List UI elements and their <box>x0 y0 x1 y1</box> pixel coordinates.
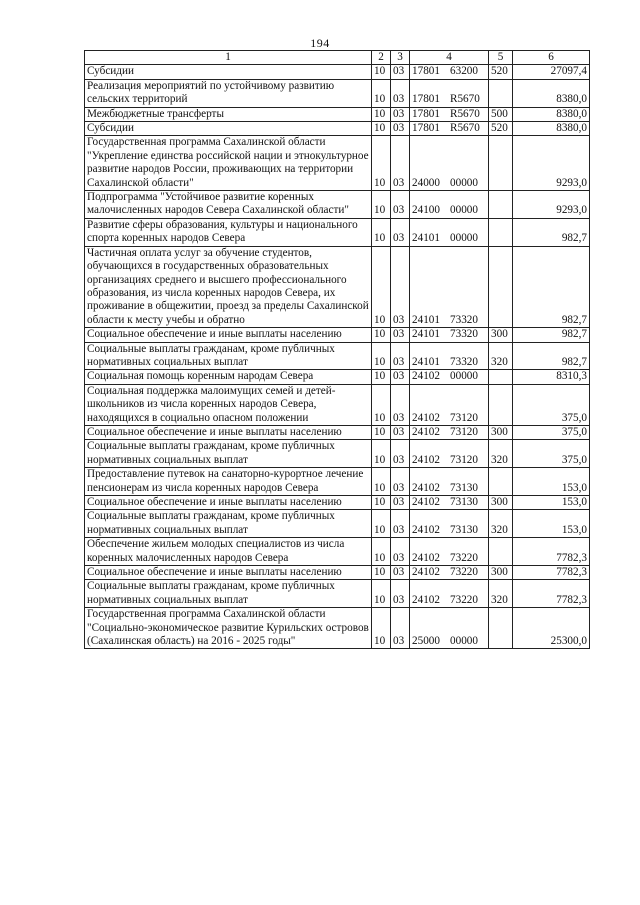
row-name: Государственная программа Сахалинской области "Укрепление единства российской нации и этнокультурное развитие народов России, проживающих на территории Сахалинской области" <box>85 136 372 191</box>
row-target-article <box>410 566 489 580</box>
budget-table <box>84 50 590 649</box>
row-name: Предоставление путевок на санаторно-курортное лечение пенсионерам из числа коренных народов Севера <box>85 468 372 496</box>
table-row <box>85 79 590 107</box>
table-row <box>85 608 590 649</box>
row-subsection: 03 <box>391 608 410 649</box>
row-section: 10 <box>372 384 391 425</box>
row-section: 10 <box>372 566 391 580</box>
target-article-program: 17801 <box>412 65 440 78</box>
target-article-direction: 73120 <box>450 425 478 438</box>
row-target-article <box>410 510 489 538</box>
row-name: Субсидии <box>85 122 372 136</box>
row-subsection: 03 <box>391 122 410 136</box>
row-section: 10 <box>372 328 391 342</box>
row-name: Субсидии <box>85 65 372 79</box>
row-section: 10 <box>372 425 391 439</box>
row-target-article <box>410 107 489 121</box>
row-amount: 8380,0 <box>513 107 590 121</box>
target-article-direction: 00000 <box>450 176 478 189</box>
row-amount: 27097,4 <box>513 65 590 79</box>
column-header-subsection: 3 <box>391 51 410 65</box>
row-name: Реализация мероприятий по устойчивому развитию сельских территорий <box>85 79 372 107</box>
row-section: 10 <box>372 79 391 107</box>
table-header-row <box>85 51 590 65</box>
target-article-program: 24101 <box>412 355 440 368</box>
row-name: Социальные выплаты гражданам, кроме публичных нормативных социальных выплат <box>85 342 372 370</box>
target-article-direction: 00000 <box>450 232 478 245</box>
row-amount: 375,0 <box>513 425 590 439</box>
table-row <box>85 510 590 538</box>
target-article-direction: 73120 <box>450 453 478 466</box>
row-name: Социальное обеспечение и иные выплаты населению <box>85 425 372 439</box>
row-section: 10 <box>372 136 391 191</box>
row-subsection: 03 <box>391 384 410 425</box>
row-target-article <box>410 370 489 384</box>
table-row <box>85 425 590 439</box>
target-article-program: 24102 <box>412 425 440 438</box>
target-article-direction: 00000 <box>450 204 478 217</box>
target-article-direction: R5670 <box>450 93 480 106</box>
table-row <box>85 538 590 566</box>
table-row <box>85 65 590 79</box>
target-article-direction: 00000 <box>450 370 478 383</box>
row-name: Государственная программа Сахалинской области "Социально-экономическое развитие Курильских островов (Сахалинская область) на 2016 - 2025 годы" <box>85 608 372 649</box>
row-section: 10 <box>372 510 391 538</box>
row-subsection: 03 <box>391 496 410 510</box>
row-amount: 153,0 <box>513 468 590 496</box>
row-target-article <box>410 608 489 649</box>
table-row <box>85 440 590 468</box>
row-target-article <box>410 342 489 370</box>
row-subsection: 03 <box>391 342 410 370</box>
row-subsection: 03 <box>391 65 410 79</box>
row-expense-type: 300 <box>489 496 513 510</box>
row-expense-type: 520 <box>489 122 513 136</box>
row-subsection: 03 <box>391 566 410 580</box>
row-expense-type <box>489 218 513 246</box>
target-article-direction: 00000 <box>450 635 478 648</box>
row-section: 10 <box>372 107 391 121</box>
target-article-direction: 73220 <box>450 593 478 606</box>
target-article-program: 24102 <box>412 566 440 579</box>
row-target-article <box>410 496 489 510</box>
row-expense-type: 320 <box>489 342 513 370</box>
row-name: Частичная оплата услуг за обучение студентов, обучающихся в государственных образовательных организациях среднего и высшего профессионального образования, из числа коренных народов Севера, их проживание в общежитии, проезд за пределы Сахалинской области к месту учебы и обратно <box>85 246 372 327</box>
row-name: Социальная поддержка малоимущих семей и детей-школьников из числа коренных народов Севера, находящихся в социально опасном положении <box>85 384 372 425</box>
target-article-program: 24000 <box>412 176 440 189</box>
row-expense-type <box>489 246 513 327</box>
column-header-amount: 6 <box>513 51 590 65</box>
row-expense-type: 300 <box>489 328 513 342</box>
row-expense-type <box>489 136 513 191</box>
row-expense-type: 320 <box>489 510 513 538</box>
table-row <box>85 384 590 425</box>
row-subsection: 03 <box>391 328 410 342</box>
row-expense-type <box>489 468 513 496</box>
row-section: 10 <box>372 440 391 468</box>
table-row <box>85 107 590 121</box>
row-expense-type: 520 <box>489 65 513 79</box>
row-subsection: 03 <box>391 440 410 468</box>
row-target-article <box>410 384 489 425</box>
target-article-direction: 73220 <box>450 566 478 579</box>
target-article-program: 24101 <box>412 313 440 326</box>
target-article-direction: 73130 <box>450 523 478 536</box>
row-amount: 982,7 <box>513 328 590 342</box>
row-subsection: 03 <box>391 191 410 219</box>
row-target-article <box>410 218 489 246</box>
row-amount: 7782,3 <box>513 580 590 608</box>
table-row <box>85 370 590 384</box>
target-article-direction: 73320 <box>450 355 478 368</box>
row-subsection: 03 <box>391 580 410 608</box>
target-article-program: 24102 <box>412 411 440 424</box>
row-name: Межбюджетные трансферты <box>85 107 372 121</box>
row-section: 10 <box>372 65 391 79</box>
row-expense-type <box>489 538 513 566</box>
row-subsection: 03 <box>391 79 410 107</box>
row-subsection: 03 <box>391 246 410 327</box>
target-article-program: 25000 <box>412 635 440 648</box>
row-amount: 9293,0 <box>513 191 590 219</box>
row-target-article <box>410 580 489 608</box>
target-article-direction: R5670 <box>450 122 480 135</box>
target-article-program: 24102 <box>412 370 440 383</box>
row-amount: 982,7 <box>513 342 590 370</box>
row-section: 10 <box>372 218 391 246</box>
column-header-target-article: 4 <box>410 51 489 65</box>
target-article-program: 17801 <box>412 107 440 120</box>
column-header-expense-type: 5 <box>489 51 513 65</box>
row-section: 10 <box>372 342 391 370</box>
row-amount: 153,0 <box>513 496 590 510</box>
row-expense-type <box>489 608 513 649</box>
target-article-direction: 63200 <box>450 65 478 78</box>
row-section: 10 <box>372 538 391 566</box>
target-article-program: 24102 <box>412 551 440 564</box>
row-target-article <box>410 440 489 468</box>
row-name: Развитие сферы образования, культуры и национального спорта коренных народов Севера <box>85 218 372 246</box>
row-target-article <box>410 468 489 496</box>
row-amount: 8380,0 <box>513 122 590 136</box>
target-article-program: 24102 <box>412 481 440 494</box>
table-row <box>85 468 590 496</box>
target-article-direction: 73130 <box>450 481 478 494</box>
row-name: Социальные выплаты гражданам, кроме публичных нормативных социальных выплат <box>85 440 372 468</box>
row-amount: 375,0 <box>513 384 590 425</box>
table-row <box>85 580 590 608</box>
row-subsection: 03 <box>391 370 410 384</box>
row-amount: 7782,3 <box>513 566 590 580</box>
row-target-article <box>410 328 489 342</box>
row-amount: 25300,0 <box>513 608 590 649</box>
target-article-program: 24102 <box>412 496 440 508</box>
target-article-direction: 73320 <box>450 328 478 341</box>
row-expense-type <box>489 370 513 384</box>
row-section: 10 <box>372 608 391 649</box>
row-amount: 7782,3 <box>513 538 590 566</box>
row-name: Социальное обеспечение и иные выплаты населению <box>85 566 372 580</box>
row-name: Социальная помощь коренным народам Севера <box>85 370 372 384</box>
table-row <box>85 122 590 136</box>
table-row <box>85 246 590 327</box>
row-subsection: 03 <box>391 538 410 566</box>
target-article-program: 17801 <box>412 93 440 106</box>
row-target-article <box>410 538 489 566</box>
table-row <box>85 566 590 580</box>
target-article-program: 24102 <box>412 523 440 536</box>
target-article-direction: 73120 <box>450 411 478 424</box>
table-row <box>85 328 590 342</box>
row-subsection: 03 <box>391 107 410 121</box>
row-subsection: 03 <box>391 468 410 496</box>
row-section: 10 <box>372 370 391 384</box>
row-name: Социальное обеспечение и иные выплаты населению <box>85 496 372 510</box>
row-target-article <box>410 79 489 107</box>
row-expense-type: 500 <box>489 107 513 121</box>
table-row <box>85 496 590 510</box>
row-expense-type <box>489 79 513 107</box>
row-subsection: 03 <box>391 510 410 538</box>
table-row <box>85 342 590 370</box>
row-amount: 153,0 <box>513 510 590 538</box>
target-article-direction: 73130 <box>450 496 478 508</box>
row-name: Социальные выплаты гражданам, кроме публичных нормативных социальных выплат <box>85 580 372 608</box>
column-header-name: 1 <box>85 51 372 65</box>
row-expense-type: 320 <box>489 440 513 468</box>
target-article-program: 24101 <box>412 328 440 341</box>
row-expense-type: 320 <box>489 580 513 608</box>
row-amount: 982,7 <box>513 246 590 327</box>
target-article-direction: 73320 <box>450 313 478 326</box>
table-row <box>85 191 590 219</box>
row-subsection: 03 <box>391 136 410 191</box>
target-article-program: 17801 <box>412 122 440 135</box>
table-row <box>85 218 590 246</box>
target-article-program: 24102 <box>412 453 440 466</box>
column-header-section: 2 <box>372 51 391 65</box>
row-amount: 8310,3 <box>513 370 590 384</box>
row-target-article <box>410 136 489 191</box>
row-section: 10 <box>372 122 391 136</box>
target-article-direction: 73220 <box>450 551 478 564</box>
row-section: 10 <box>372 468 391 496</box>
row-name: Обеспечение жильем молодых специалистов из числа коренных малочисленных народов Севера <box>85 538 372 566</box>
table-body <box>85 65 590 649</box>
row-section: 10 <box>372 580 391 608</box>
row-expense-type: 300 <box>489 566 513 580</box>
row-section: 10 <box>372 191 391 219</box>
row-amount: 982,7 <box>513 218 590 246</box>
row-section: 10 <box>372 496 391 510</box>
target-article-direction: R5670 <box>450 107 480 120</box>
row-target-article <box>410 425 489 439</box>
row-target-article <box>410 122 489 136</box>
row-section: 10 <box>372 246 391 327</box>
target-article-program: 24101 <box>412 232 440 245</box>
row-target-article <box>410 246 489 327</box>
row-name: Социальное обеспечение и иные выплаты населению <box>85 328 372 342</box>
row-target-article <box>410 191 489 219</box>
row-expense-type <box>489 384 513 425</box>
row-amount: 375,0 <box>513 440 590 468</box>
table-row <box>85 136 590 191</box>
row-subsection: 03 <box>391 425 410 439</box>
target-article-program: 24102 <box>412 593 440 606</box>
row-expense-type <box>489 191 513 219</box>
row-name: Социальные выплаты гражданам, кроме публичных нормативных социальных выплат <box>85 510 372 538</box>
page-number: 194 <box>310 36 330 50</box>
row-amount: 9293,0 <box>513 136 590 191</box>
row-name: Подпрограмма "Устойчивое развитие коренных малочисленных народов Севера Сахалинской области" <box>85 191 372 219</box>
row-subsection: 03 <box>391 218 410 246</box>
row-target-article <box>410 65 489 79</box>
row-amount: 8380,0 <box>513 79 590 107</box>
target-article-program: 24100 <box>412 204 440 217</box>
row-expense-type: 300 <box>489 425 513 439</box>
